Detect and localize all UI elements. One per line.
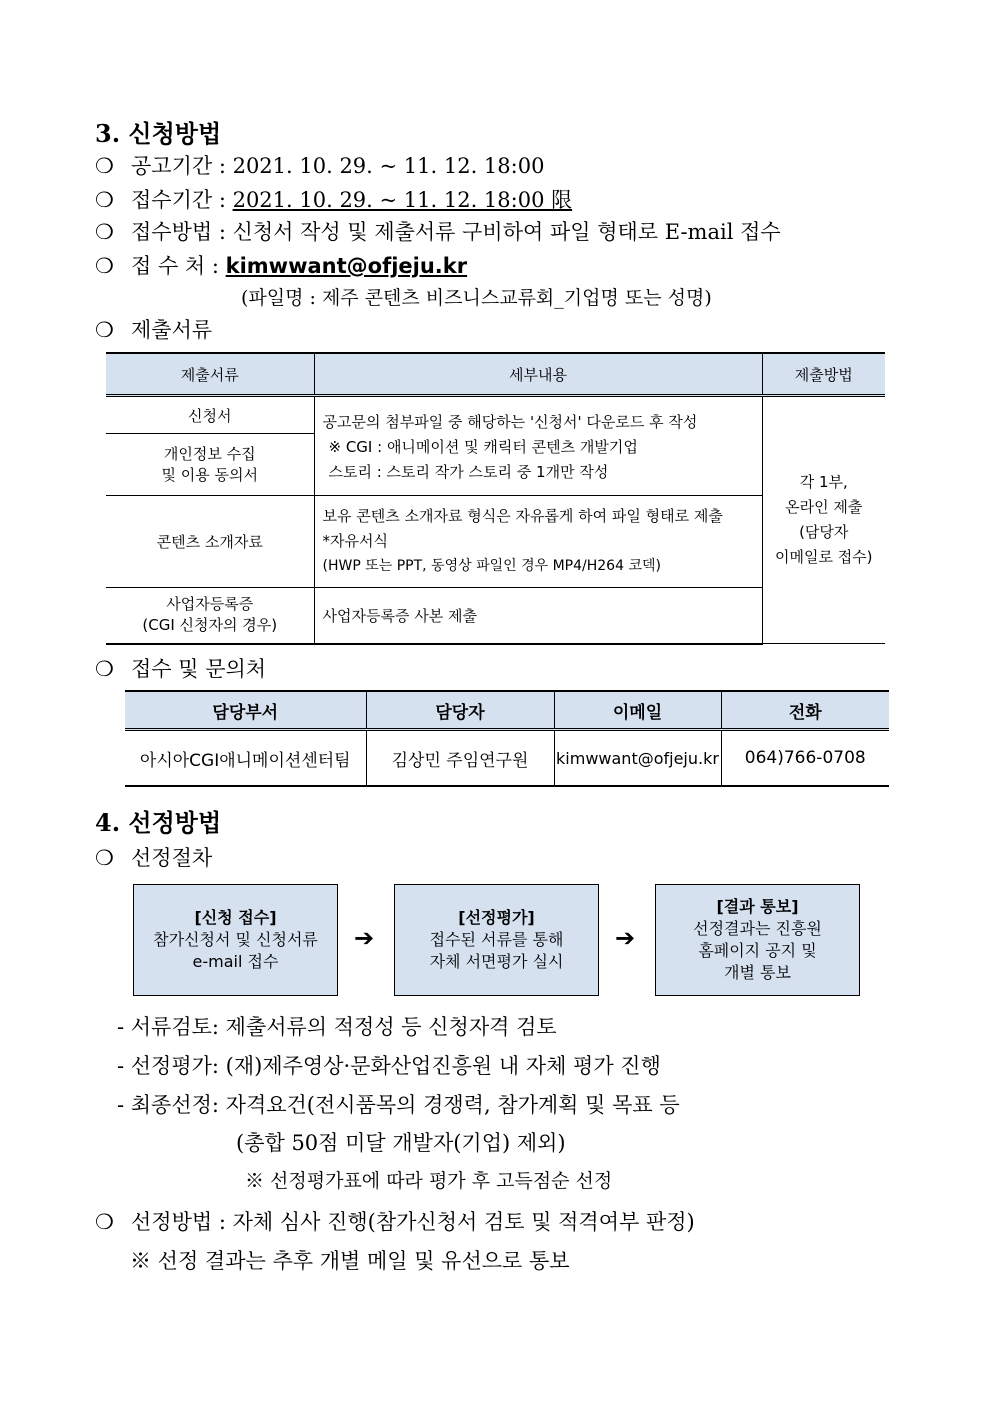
eval-item: - 선정평가: (재)제주영상·문화산업진흥원 내 자체 평가 진행 [117, 1054, 661, 1078]
doc-name [106, 588, 314, 644]
method-line: (담당자 [799, 523, 849, 541]
file-name-note: (파일명 : 제주 콘텐츠 비즈니스교류회_기업명 또는 성명) [241, 287, 712, 309]
select-method-line [95, 1206, 695, 1236]
step-line: 선정결과는 진흥원 [693, 919, 822, 938]
bullet-icon: ❍ [95, 1210, 114, 1234]
col-header: 세부내용 [314, 353, 762, 396]
table-row [106, 396, 885, 434]
detail-line: *자유서식 [322, 532, 388, 550]
bullet-icon: ❍ [95, 657, 114, 681]
detail-line: 스토리 : 스토리 작가 스토리 중 1개만 작성 [328, 462, 609, 481]
final-item-cont: (총합 50점 미달 개발자(기업) 제외) [236, 1131, 566, 1155]
table-header-row [125, 691, 889, 730]
bullet-icon: ❍ [95, 154, 114, 178]
step-apply-box [133, 884, 338, 996]
period-announce-line [95, 150, 544, 180]
method-line [95, 216, 781, 246]
proc-line [95, 842, 212, 872]
method-line: 이메일로 접수) [774, 548, 873, 566]
bullet-icon: ❍ [95, 846, 114, 870]
step-line: 홈페이지 공지 및 [698, 941, 817, 960]
doc-detail: 사업자등록증 사본 제출 [314, 588, 762, 644]
table-row [125, 730, 889, 787]
bullet-icon: ❍ [95, 254, 114, 278]
col-header: 전화 [721, 691, 889, 730]
step-line: 자체 서면평가 실시 [429, 952, 564, 971]
table-header-row [106, 353, 885, 396]
doc-name: 신청서 [106, 396, 314, 434]
contact-line [95, 653, 266, 683]
step-line: 접수된 서류를 통해 [429, 930, 564, 949]
docs-label: 제출서류 [131, 318, 213, 342]
select-method-value: 자체 심사 진행(참가신청서 검토 및 적격여부 판정) [232, 1210, 695, 1234]
section-4-title: 4. 선정방법 [95, 808, 222, 837]
doc-detail [314, 396, 762, 496]
col-header: 제출서류 [106, 353, 314, 396]
detail-line: 공고문의 첨부파일 중 해당하는 '신청서' 다운로드 후 작성 [322, 412, 698, 431]
step-eval-box [394, 884, 599, 996]
col-header: 이메일 [554, 691, 721, 730]
recipient-email-link[interactable]: kimwwant@ofjeju.kr [225, 254, 468, 278]
doc-name-line: 및 이용 동의서 [161, 465, 258, 484]
doc-name-line: 개인정보 수집 [163, 444, 256, 463]
step-line: 개별 통보 [724, 963, 791, 982]
method-value: 신청서 작성 및 제출서류 구비하여 파일 형태로 E-mail 접수 [232, 220, 781, 244]
col-header: 제출방법 [762, 353, 885, 396]
contact-label: 접수 및 문의처 [131, 657, 267, 681]
receipt-label: 접수기간 : [131, 188, 233, 212]
announce-value: 2021. 10. 29. ~ 11. 12. 18:00 [232, 154, 545, 178]
step-title: [신청 접수] [194, 908, 277, 927]
step-line: e-mail 접수 [192, 952, 279, 971]
final-item: - 최종선정: 자격요건(전시품목의 경쟁력, 참가계획 및 목표 등 [117, 1093, 680, 1117]
detail-line: 보유 콘텐츠 소개자료 형식은 자유롭게 하여 파일 형태로 제출 [322, 507, 723, 525]
step-result-box [655, 884, 860, 996]
col-header: 담당자 [366, 691, 554, 730]
announce-label: 공고기간 : [131, 154, 233, 178]
section-3-title: 3. 신청방법 [95, 119, 222, 148]
review-item: - 서류검토: 제출서류의 적정성 등 신청자격 검토 [117, 1015, 557, 1039]
receipt-value: 2021. 10. 29. ~ 11. 12. 18:00 限 [232, 188, 573, 212]
arrow-right-icon: ➔ [615, 924, 636, 952]
recipient-label: 접 수 처 : [131, 254, 226, 278]
method-line: 온라인 제출 [785, 498, 863, 516]
step-title: [결과 통보] [716, 897, 799, 916]
bullet-icon: ❍ [95, 220, 114, 244]
method-line: 각 1부, [799, 473, 848, 491]
bullet-icon: ❍ [95, 318, 114, 342]
recipient-line [95, 250, 467, 280]
detail-line: ※ CGI : 애니메이션 및 캐릭터 콘텐츠 개발기업 [328, 437, 638, 456]
period-receipt-line [95, 184, 572, 214]
doc-name-line: (CGI 신청자의 경우) [142, 616, 278, 635]
contact-phone: 064)766-0708 [721, 730, 889, 787]
doc-detail [314, 496, 762, 588]
col-header: 담당부서 [125, 691, 366, 730]
result-note: ※ 선정 결과는 추후 개별 메일 및 유선으로 통보 [130, 1249, 570, 1273]
step-title: [선정평가] [458, 908, 535, 927]
contact-table [125, 690, 889, 787]
contact-person: 김상민 주임연구원 [366, 730, 554, 787]
step-line: 참가신청서 및 신청서류 [153, 930, 318, 949]
method-label: 접수방법 : [131, 220, 233, 244]
doc-name-line: 사업자등록증 [166, 595, 254, 614]
docs-line [95, 314, 212, 344]
doc-name [106, 434, 314, 496]
documents-table [106, 352, 885, 645]
doc-name: 콘텐츠 소개자료 [106, 496, 314, 588]
select-method-label: 선정방법 : [131, 1210, 233, 1234]
contact-dept: 아시아CGI애니메이션센터팀 [125, 730, 366, 787]
proc-label: 선정절차 [131, 846, 213, 870]
arrow-right-icon: ➔ [354, 924, 375, 952]
detail-line: (HWP 또는 PPT, 동영상 파일인 경우 MP4/H264 코덱) [322, 558, 661, 574]
eval-note: ※ 선정평가표에 따라 평가 후 고득점순 선정 [245, 1170, 613, 1192]
bullet-icon: ❍ [95, 188, 114, 212]
contact-email[interactable]: kimwwant@ofjeju.kr [554, 730, 721, 787]
submit-method [762, 396, 885, 644]
